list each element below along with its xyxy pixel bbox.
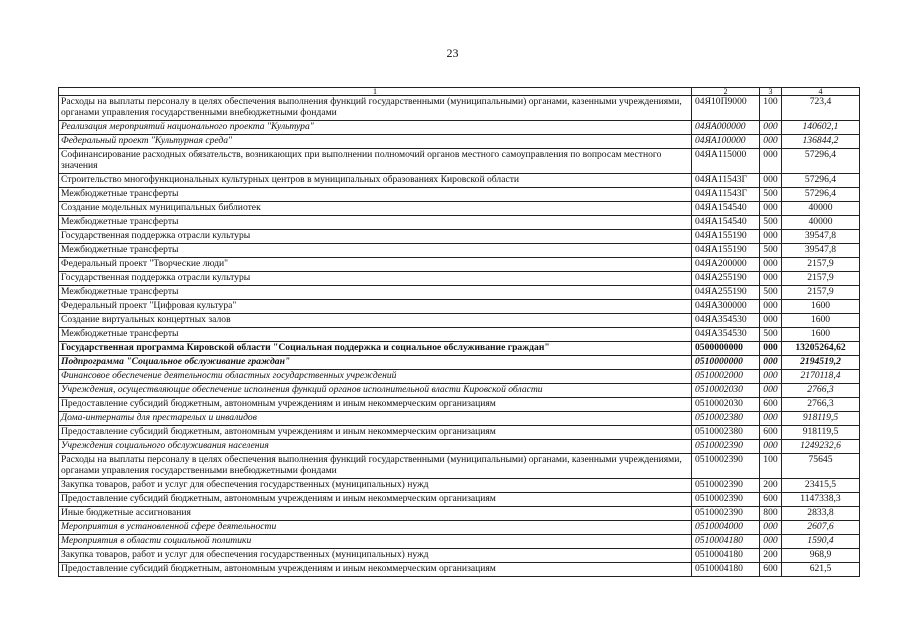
row-amount-cell: 23415,5 (782, 479, 860, 493)
row-code-cell: 0510000000 (692, 356, 760, 370)
row-type-cell: 500 (760, 328, 782, 342)
row-type-cell: 000 (760, 342, 782, 356)
row-name-cell: Создание виртуальных концертных залов (59, 314, 692, 328)
row-type-cell: 500 (760, 188, 782, 202)
row-type-cell: 200 (760, 549, 782, 563)
row-code-cell: 0510004000 (692, 521, 760, 535)
row-type-cell: 000 (760, 370, 782, 384)
row-type-cell: 000 (760, 149, 782, 174)
row-type-cell: 000 (760, 300, 782, 314)
table-row (59, 342, 860, 356)
row-type-cell: 000 (760, 135, 782, 149)
row-code-cell: 0510002390 (692, 454, 760, 479)
row-type-cell: 000 (760, 314, 782, 328)
row-code-cell: 04ЯА255190 (692, 286, 760, 300)
table-row (59, 384, 860, 398)
table-row (59, 440, 860, 454)
row-type-cell: 000 (760, 174, 782, 188)
row-amount-cell: 968,9 (782, 549, 860, 563)
header-col-4: 4 (782, 88, 860, 96)
row-name-cell: Реализация мероприятий национального проекта "Культура" (59, 121, 692, 135)
row-name-cell: Дома-интернаты для престарелых и инвалидов (59, 412, 692, 426)
row-amount-cell: 136844,2 (782, 135, 860, 149)
budget-table (58, 87, 860, 577)
table-row (59, 370, 860, 384)
row-amount-cell: 918119,5 (782, 412, 860, 426)
row-type-cell: 100 (760, 96, 782, 121)
table-header-row (59, 88, 860, 96)
table-row (59, 563, 860, 577)
row-code-cell: 0510002030 (692, 398, 760, 412)
row-amount-cell: 2833,8 (782, 507, 860, 521)
row-code-cell: 0510002030 (692, 384, 760, 398)
row-amount-cell: 1590,4 (782, 535, 860, 549)
table-row (59, 328, 860, 342)
row-code-cell: 0510004180 (692, 563, 760, 577)
row-amount-cell: 2194519,2 (782, 356, 860, 370)
row-name-cell: Закупка товаров, работ и услуг для обеспечения государственных (муниципальных) нужд (59, 479, 692, 493)
table-row (59, 202, 860, 216)
row-name-cell: Учреждения, осуществляющие обеспечение исполнения функций органов исполнительной власти Кировской области (59, 384, 692, 398)
row-name-cell: Федеральный проект "Творческие люди" (59, 258, 692, 272)
row-name-cell: Межбюджетные трансферты (59, 286, 692, 300)
row-code-cell: 0510002390 (692, 440, 760, 454)
row-type-cell: 000 (760, 272, 782, 286)
row-amount-cell: 40000 (782, 216, 860, 230)
row-name-cell: Межбюджетные трансферты (59, 216, 692, 230)
row-type-cell: 500 (760, 216, 782, 230)
row-code-cell: 0510002390 (692, 479, 760, 493)
row-name-cell: Мероприятия в области социальной политики (59, 535, 692, 549)
row-type-cell: 600 (760, 563, 782, 577)
row-name-cell: Межбюджетные трансферты (59, 188, 692, 202)
row-name-cell: Мероприятия в установленной сфере деятельности (59, 521, 692, 535)
row-amount-cell: 57296,4 (782, 149, 860, 174)
row-amount-cell: 2170118,4 (782, 370, 860, 384)
row-type-cell: 000 (760, 440, 782, 454)
row-amount-cell: 1600 (782, 328, 860, 342)
row-amount-cell: 2766,3 (782, 384, 860, 398)
table-row (59, 454, 860, 479)
row-name-cell: Расходы на выплаты персоналу в целях обеспечения выполнения функций государственными (муниципальными) органами, казенными учреждениями, органами управления государственными внебюджетными фондами (59, 454, 692, 479)
row-amount-cell: 2766,3 (782, 398, 860, 412)
header-col-3: 3 (760, 88, 782, 96)
table-row (59, 121, 860, 135)
row-name-cell: Государственная поддержка отрасли культуры (59, 230, 692, 244)
row-code-cell: 0500000000 (692, 342, 760, 356)
row-code-cell: 04ЯА100000 (692, 135, 760, 149)
table-row (59, 398, 860, 412)
row-amount-cell: 1147338,3 (782, 493, 860, 507)
row-code-cell: 04ЯА000000 (692, 121, 760, 135)
row-amount-cell: 1600 (782, 314, 860, 328)
row-name-cell: Предоставление субсидий бюджетным, автономным учреждениям и иным некоммерческим организациям (59, 398, 692, 412)
row-code-cell: 04ЯА155190 (692, 244, 760, 258)
row-name-cell: Предоставление субсидий бюджетным, автономным учреждениям и иным некоммерческим организациям (59, 426, 692, 440)
table-row (59, 272, 860, 286)
table-row (59, 507, 860, 521)
row-type-cell: 600 (760, 398, 782, 412)
row-name-cell: Учреждения социального обслуживания населения (59, 440, 692, 454)
header-col-1: 1 (59, 88, 692, 96)
row-type-cell: 000 (760, 521, 782, 535)
header-col-2: 2 (692, 88, 760, 96)
row-type-cell: 500 (760, 286, 782, 300)
table-row (59, 314, 860, 328)
row-type-cell: 000 (760, 356, 782, 370)
row-code-cell: 0510004180 (692, 535, 760, 549)
row-name-cell: Финансовое обеспечение деятельности областных государственных учреждений (59, 370, 692, 384)
table-row (59, 535, 860, 549)
row-type-cell: 000 (760, 230, 782, 244)
row-code-cell: 04ЯА200000 (692, 258, 760, 272)
table-row (59, 356, 860, 370)
row-type-cell: 000 (760, 412, 782, 426)
table-row (59, 96, 860, 121)
row-amount-cell: 13205264,62 (782, 342, 860, 356)
row-code-cell: 04ЯА115000 (692, 149, 760, 174)
table-row (59, 549, 860, 563)
table-row (59, 286, 860, 300)
row-type-cell: 600 (760, 426, 782, 440)
row-code-cell: 04ЯА354530 (692, 314, 760, 328)
table-row (59, 230, 860, 244)
row-code-cell: 0510002380 (692, 412, 760, 426)
table-row (59, 188, 860, 202)
table-row (59, 135, 860, 149)
row-amount-cell: 2157,9 (782, 286, 860, 300)
row-name-cell: Предоставление субсидий бюджетным, автономным учреждениям и иным некоммерческим организациям (59, 493, 692, 507)
table-row (59, 521, 860, 535)
row-code-cell: 0510002000 (692, 370, 760, 384)
row-type-cell: 000 (760, 202, 782, 216)
row-code-cell: 0510002380 (692, 426, 760, 440)
row-code-cell: 04ЯА11543Г (692, 188, 760, 202)
row-amount-cell: 621,5 (782, 563, 860, 577)
row-amount-cell: 723,4 (782, 96, 860, 121)
row-type-cell: 000 (760, 121, 782, 135)
table-row (59, 426, 860, 440)
page-number: 23 (446, 46, 459, 60)
table-row (59, 174, 860, 188)
row-amount-cell: 2607,6 (782, 521, 860, 535)
row-code-cell: 04ЯА255190 (692, 272, 760, 286)
table-row (59, 216, 860, 230)
row-amount-cell: 57296,4 (782, 188, 860, 202)
table-row (59, 244, 860, 258)
row-name-cell: Иные бюджетные ассигнования (59, 507, 692, 521)
row-name-cell: Строительство многофункциональных культурных центров в муниципальных образованиях Кировской области (59, 174, 692, 188)
row-type-cell: 800 (760, 507, 782, 521)
row-name-cell: Закупка товаров, работ и услуг для обеспечения государственных (муниципальных) нужд (59, 549, 692, 563)
row-code-cell: 04ЯА154540 (692, 202, 760, 216)
table-row (59, 479, 860, 493)
row-name-cell: Подпрограмма "Социальное обслуживание граждан" (59, 356, 692, 370)
row-type-cell: 000 (760, 384, 782, 398)
row-code-cell: 04ЯА300000 (692, 300, 760, 314)
row-amount-cell: 40000 (782, 202, 860, 216)
table-row (59, 300, 860, 314)
row-amount-cell: 1600 (782, 300, 860, 314)
row-name-cell: Межбюджетные трансферты (59, 244, 692, 258)
row-amount-cell: 75645 (782, 454, 860, 479)
row-code-cell: 04ЯА154540 (692, 216, 760, 230)
row-code-cell: 04ЯА354530 (692, 328, 760, 342)
row-name-cell: Федеральный проект "Цифровая культура" (59, 300, 692, 314)
table-row (59, 493, 860, 507)
row-type-cell: 000 (760, 258, 782, 272)
table-row (59, 412, 860, 426)
row-amount-cell: 140602,1 (782, 121, 860, 135)
row-type-cell: 100 (760, 454, 782, 479)
table-row (59, 149, 860, 174)
row-type-cell: 000 (760, 535, 782, 549)
row-name-cell: Федеральный проект "Культурная среда" (59, 135, 692, 149)
row-amount-cell: 1249232,6 (782, 440, 860, 454)
row-amount-cell: 57296,4 (782, 174, 860, 188)
row-name-cell: Предоставление субсидий бюджетным, автономным учреждениям и иным некоммерческим организациям (59, 563, 692, 577)
row-code-cell: 04ЯА155190 (692, 230, 760, 244)
row-code-cell: 0510004180 (692, 549, 760, 563)
row-type-cell: 200 (760, 479, 782, 493)
row-amount-cell: 2157,9 (782, 258, 860, 272)
row-name-cell: Государственная программа Кировской области "Социальная поддержка и социальное обслуживание граждан" (59, 342, 692, 356)
row-amount-cell: 2157,9 (782, 272, 860, 286)
row-amount-cell: 39547,8 (782, 230, 860, 244)
row-type-cell: 600 (760, 493, 782, 507)
row-name-cell: Межбюджетные трансферты (59, 328, 692, 342)
row-code-cell: 0510002390 (692, 507, 760, 521)
table-row (59, 258, 860, 272)
row-name-cell: Государственная поддержка отрасли культуры (59, 272, 692, 286)
row-name-cell: Софинансирование расходных обязательств, возникающих при выполнении полномочий органов местного самоуправления по вопросам местного значения (59, 149, 692, 174)
row-code-cell: 04Я10П9000 (692, 96, 760, 121)
row-code-cell: 04ЯА11543Г (692, 174, 760, 188)
row-type-cell: 500 (760, 244, 782, 258)
row-amount-cell: 918119,5 (782, 426, 860, 440)
row-code-cell: 0510002390 (692, 493, 760, 507)
row-name-cell: Расходы на выплаты персоналу в целях обеспечения выполнения функций государственными (муниципальными) органами, казенными учреждениями, органами управления государственными внебюджетными фондами (59, 96, 692, 121)
row-amount-cell: 39547,8 (782, 244, 860, 258)
row-name-cell: Создание модельных муниципальных библиотек (59, 202, 692, 216)
